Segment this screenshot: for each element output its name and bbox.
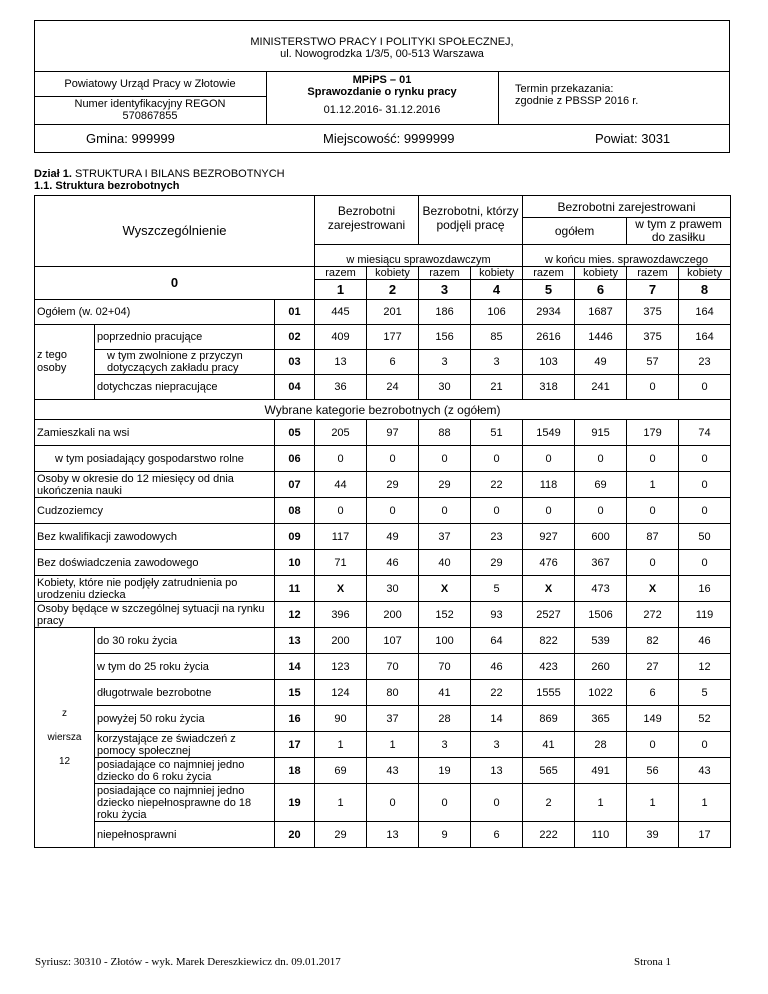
row-label: Kobiety, które nie podjęły zatrudnienia po urodzeniu dziecka [35, 576, 275, 602]
cell: 41 [523, 732, 575, 758]
cell: 1 [367, 732, 419, 758]
row-number: 06 [275, 446, 315, 472]
cell: 0 [315, 446, 367, 472]
cell: 13 [367, 822, 419, 848]
cell: 41 [419, 680, 471, 706]
cell: 869 [523, 706, 575, 732]
table-row [35, 350, 731, 375]
header-divider-1 [34, 71, 730, 72]
cell: 39 [627, 822, 679, 848]
cell: 0 [679, 375, 731, 400]
cell: 46 [471, 654, 523, 680]
deadline-value: zgodnie z PBSSP 2016 r. [515, 95, 639, 107]
category-banner: Wybrane kategorie bezrobotnych (z ogółem) [35, 400, 731, 420]
cell: 0 [679, 732, 731, 758]
cell: 52 [679, 706, 731, 732]
cell: 37 [367, 706, 419, 732]
cell: 0 [419, 498, 471, 524]
col-num-3: 3 [419, 280, 471, 300]
cell: 0 [471, 446, 523, 472]
row-label: Cudzoziemcy [35, 498, 275, 524]
cell: 3 [419, 732, 471, 758]
office-divider [34, 96, 266, 97]
cell: 0 [471, 784, 523, 822]
col-num-0: 0 [35, 267, 315, 300]
sub-razem-1: razem [315, 267, 367, 280]
cell: 0 [471, 498, 523, 524]
footer-page-number: Strona 1 [634, 956, 671, 968]
cell: 1 [575, 784, 627, 822]
cell: 491 [575, 758, 627, 784]
cell: 119 [679, 602, 731, 628]
cell: 43 [367, 758, 419, 784]
cell: 69 [575, 472, 627, 498]
cell: 13 [471, 758, 523, 784]
cell: 0 [627, 498, 679, 524]
row-number: 10 [275, 550, 315, 576]
cell: 29 [315, 822, 367, 848]
cell: 22 [471, 680, 523, 706]
cell: 222 [523, 822, 575, 848]
cell: 2616 [523, 325, 575, 350]
cell: 164 [679, 325, 731, 350]
cell: 24 [367, 375, 419, 400]
cell: 29 [419, 472, 471, 498]
cell: 423 [523, 654, 575, 680]
cell: 0 [679, 498, 731, 524]
cell: 0 [575, 498, 627, 524]
table-row [35, 822, 731, 848]
cell: 37 [419, 524, 471, 550]
row-number: 14 [275, 654, 315, 680]
cell: 80 [367, 680, 419, 706]
col-num-7: 7 [627, 280, 679, 300]
cell: 164 [679, 300, 731, 325]
cell: 156 [419, 325, 471, 350]
cell: 1 [315, 732, 367, 758]
sub-kobiety-4: kobiety [679, 267, 731, 280]
row-number: 05 [275, 420, 315, 446]
cell: 49 [575, 350, 627, 375]
office-name: Powiatowy Urząd Pracy w Złotowie [64, 78, 236, 90]
regon-number: 570867855 [122, 110, 178, 122]
cell: X [627, 576, 679, 602]
cell: 50 [679, 524, 731, 550]
cell: 1022 [575, 680, 627, 706]
cell: 1 [315, 784, 367, 822]
cell: 0 [679, 472, 731, 498]
header-wyszczegolnienie: Wyszczególnienie [35, 196, 315, 267]
row-number: 08 [275, 498, 315, 524]
sub-razem-2: razem [419, 267, 471, 280]
cell: 70 [367, 654, 419, 680]
cell: 365 [575, 706, 627, 732]
table-row [35, 325, 731, 350]
cell: 1 [679, 784, 731, 822]
table-row [35, 602, 731, 628]
cell: 0 [627, 375, 679, 400]
cell: 29 [471, 550, 523, 576]
cell: 5 [471, 576, 523, 602]
cell: 93 [471, 602, 523, 628]
cell: 927 [523, 524, 575, 550]
cell: 46 [367, 550, 419, 576]
header-w-miesiacu: w miesiącu sprawozdawczym [315, 245, 523, 267]
cell: 82 [627, 628, 679, 654]
cell: X [523, 576, 575, 602]
cell: 2934 [523, 300, 575, 325]
cell: 600 [575, 524, 627, 550]
table-row [35, 784, 731, 822]
cell: 3 [471, 732, 523, 758]
cell: 97 [367, 420, 419, 446]
cell: 409 [315, 325, 367, 350]
table-row [35, 472, 731, 498]
row-label: do 30 roku życia [95, 628, 275, 654]
header-vdivider-2 [498, 71, 499, 124]
ministry-name: MINISTERSTWO PRACY I POLITYKI SPOŁECZNEJ, [250, 36, 514, 48]
cell: 260 [575, 654, 627, 680]
row-number: 11 [275, 576, 315, 602]
cell: 117 [315, 524, 367, 550]
section-name: STRUKTURA I BILANS BEZROBOTNYCH [71, 168, 285, 180]
cell: 40 [419, 550, 471, 576]
cell: 0 [575, 446, 627, 472]
cell: 0 [523, 498, 575, 524]
col-num-8: 8 [679, 280, 731, 300]
cell: 822 [523, 628, 575, 654]
gmina: Gmina: 999999 [86, 131, 175, 146]
cell: 0 [679, 550, 731, 576]
cell: 29 [367, 472, 419, 498]
sub-kobiety-3: kobiety [575, 267, 627, 280]
cell: 0 [627, 732, 679, 758]
cell: 6 [471, 822, 523, 848]
form-code: MPiPS – 01 [352, 74, 412, 86]
cell: 0 [367, 446, 419, 472]
cell: 17 [679, 822, 731, 848]
table-row [35, 446, 731, 472]
cell: 90 [315, 706, 367, 732]
cell: 0 [367, 784, 419, 822]
cell: 106 [471, 300, 523, 325]
cell: 152 [419, 602, 471, 628]
cell: 110 [575, 822, 627, 848]
cell: 0 [367, 498, 419, 524]
row-label: Bez kwalifikacji zawodowych [35, 524, 275, 550]
row-label: powyżej 50 roku życia [95, 706, 275, 732]
cell: 16 [679, 576, 731, 602]
row-label: dotychczas niepracujące [95, 375, 275, 400]
powiat: Powiat: 3031 [595, 131, 671, 146]
cell: 23 [679, 350, 731, 375]
cell: 36 [315, 375, 367, 400]
col-num-6: 6 [575, 280, 627, 300]
row-number: 17 [275, 732, 315, 758]
cell: 88 [419, 420, 471, 446]
regon-label: Numer identyfikacyjny REGON [74, 98, 226, 110]
z-wiersza-12 [35, 628, 95, 848]
row-number: 16 [275, 706, 315, 732]
cell: 1 [627, 784, 679, 822]
cell: 44 [315, 472, 367, 498]
row-number: 20 [275, 822, 315, 848]
row-label: posiadające co najmniej jedno dziecko niepełnosprawne do 18 roku życia [95, 784, 275, 822]
cell: 64 [471, 628, 523, 654]
deadline-label: Termin przekazania: [515, 83, 614, 95]
cell: 2 [523, 784, 575, 822]
header-w-koncu: w końcu mies. sprawozdawczego [523, 245, 731, 267]
cell: 13 [315, 350, 367, 375]
col-num-5: 5 [523, 280, 575, 300]
cell: 0 [419, 446, 471, 472]
z-tego-osoby: z tego osoby [35, 325, 95, 400]
row-label: w tym posiadający gospodarstwo rolne [35, 446, 275, 472]
cell: 107 [367, 628, 419, 654]
row-label: w tym do 25 roku życia [95, 654, 275, 680]
cell: 1446 [575, 325, 627, 350]
cell: 6 [627, 680, 679, 706]
header-bezrobotni-zarejestrowani-2: Bezrobotni zarejestrowani [523, 196, 731, 218]
sub-razem-4: razem [627, 267, 679, 280]
cell: 200 [367, 602, 419, 628]
row-number: 01 [275, 300, 315, 325]
cell: 375 [627, 325, 679, 350]
col-num-1: 1 [315, 280, 367, 300]
cell: 46 [679, 628, 731, 654]
cell: 473 [575, 576, 627, 602]
cell: 0 [627, 550, 679, 576]
form-title: Sprawozdanie o rynku pracy [307, 86, 457, 98]
cell: 318 [523, 375, 575, 400]
z-wiersza-z: z [62, 707, 67, 719]
cell: 205 [315, 420, 367, 446]
row-label: Osoby w okresie do 12 miesięcy od dnia ukończenia nauki [35, 472, 275, 498]
cell: 100 [419, 628, 471, 654]
cell: 1555 [523, 680, 575, 706]
row-number: 07 [275, 472, 315, 498]
row-label: Ogółem (w. 02+04) [35, 300, 275, 325]
table-row [35, 300, 731, 325]
cell: 367 [575, 550, 627, 576]
col-num-4: 4 [471, 280, 523, 300]
cell: 0 [315, 498, 367, 524]
sub-kobiety-2: kobiety [471, 267, 523, 280]
row-label: Bez doświadczenia zawodowego [35, 550, 275, 576]
table-row [35, 550, 731, 576]
cell: X [315, 576, 367, 602]
table-row [35, 628, 731, 654]
header-podjeli-prace: Bezrobotni, którzy podjęli pracę [419, 196, 523, 245]
cell: 30 [367, 576, 419, 602]
cell: 12 [679, 654, 731, 680]
cell: 241 [575, 375, 627, 400]
cell: 103 [523, 350, 575, 375]
table-row [35, 498, 731, 524]
cell: 69 [315, 758, 367, 784]
miejscowosc: Miejscowość: 9999999 [323, 131, 455, 146]
table-row [35, 420, 731, 446]
row-number: 12 [275, 602, 315, 628]
cell: 179 [627, 420, 679, 446]
row-number: 03 [275, 350, 315, 375]
row-number: 13 [275, 628, 315, 654]
cell: 149 [627, 706, 679, 732]
row-label: poprzednio pracujące [95, 325, 275, 350]
col-num-2: 2 [367, 280, 419, 300]
cell: 445 [315, 300, 367, 325]
cell: 476 [523, 550, 575, 576]
row-label: w tym zwolnione z przyczyn dotyczących zakładu pracy [95, 350, 275, 375]
cell: 0 [627, 446, 679, 472]
ministry-address: ul. Nowogrodzka 1/3/5, 00-513 Warszawa [280, 48, 484, 60]
table-row [35, 524, 731, 550]
cell: 51 [471, 420, 523, 446]
row-number: 19 [275, 784, 315, 822]
header-ogolem: ogółem [523, 218, 627, 245]
cell: 27 [627, 654, 679, 680]
cell: 5 [679, 680, 731, 706]
cell: 3 [419, 350, 471, 375]
cell: X [419, 576, 471, 602]
sub-razem-3: razem [523, 267, 575, 280]
table-row [35, 758, 731, 784]
cell: 915 [575, 420, 627, 446]
header-bezrobotni-zarejestrowani: Bezrobotni zarejestrowani [315, 196, 419, 245]
z-wiersza-num: 12 [58, 755, 71, 767]
cell: 3 [471, 350, 523, 375]
cell: 14 [471, 706, 523, 732]
cell: 56 [627, 758, 679, 784]
cell: 0 [523, 446, 575, 472]
cell: 0 [419, 784, 471, 822]
cell: 19 [419, 758, 471, 784]
cell: 123 [315, 654, 367, 680]
cell: 396 [315, 602, 367, 628]
reporting-period: 01.12.2016- 31.12.2016 [323, 104, 441, 116]
cell: 1687 [575, 300, 627, 325]
table-row [35, 706, 731, 732]
cell: 118 [523, 472, 575, 498]
cell: 71 [315, 550, 367, 576]
cell: 49 [367, 524, 419, 550]
row-label: Osoby będące w szczególnej sytuacji na rynku pracy [35, 602, 275, 628]
cell: 23 [471, 524, 523, 550]
structure-table [34, 195, 731, 848]
row-label: Zamieszkali na wsi [35, 420, 275, 446]
cell: 375 [627, 300, 679, 325]
cell: 1 [627, 472, 679, 498]
cell: 0 [679, 446, 731, 472]
cell: 30 [419, 375, 471, 400]
z-wiersza-wiersza: wiersza [47, 731, 82, 743]
cell: 87 [627, 524, 679, 550]
cell: 43 [679, 758, 731, 784]
cell: 9 [419, 822, 471, 848]
row-number: 04 [275, 375, 315, 400]
cell: 85 [471, 325, 523, 350]
table-row [35, 732, 731, 758]
header-divider-2 [34, 124, 730, 125]
row-number: 09 [275, 524, 315, 550]
cell: 28 [575, 732, 627, 758]
cell: 70 [419, 654, 471, 680]
row-label: korzystające ze świadczeń z pomocy społecznej [95, 732, 275, 758]
row-number: 18 [275, 758, 315, 784]
table-row [35, 576, 731, 602]
sub-kobiety-1: kobiety [367, 267, 419, 280]
cell: 6 [367, 350, 419, 375]
row-label: posiadające co najmniej jedno dziecko do 6 roku życia [95, 758, 275, 784]
cell: 124 [315, 680, 367, 706]
cell: 21 [471, 375, 523, 400]
cell: 200 [315, 628, 367, 654]
cell: 57 [627, 350, 679, 375]
cell: 272 [627, 602, 679, 628]
table-row [35, 654, 731, 680]
cell: 539 [575, 628, 627, 654]
cell: 1549 [523, 420, 575, 446]
row-number: 15 [275, 680, 315, 706]
row-number: 02 [275, 325, 315, 350]
header-z-prawem: w tym z prawem do zasiłku [627, 218, 731, 245]
row-label: długotrwale bezrobotne [95, 680, 275, 706]
section-prefix: Dział 1. [34, 168, 72, 180]
cell: 74 [679, 420, 731, 446]
cell: 22 [471, 472, 523, 498]
row-label: niepełnosprawni [95, 822, 275, 848]
cell: 186 [419, 300, 471, 325]
cell: 28 [419, 706, 471, 732]
table-row [35, 680, 731, 706]
cell: 1506 [575, 602, 627, 628]
table-row [35, 375, 731, 400]
cell: 2527 [523, 602, 575, 628]
cell: 565 [523, 758, 575, 784]
cell: 201 [367, 300, 419, 325]
subsection-title: 1.1. Struktura bezrobotnych [34, 180, 180, 192]
footer-author: Syriusz: 30310 - Złotów - wyk. Marek Dereszkiewicz dn. 09.01.2017 [35, 956, 341, 968]
cell: 177 [367, 325, 419, 350]
